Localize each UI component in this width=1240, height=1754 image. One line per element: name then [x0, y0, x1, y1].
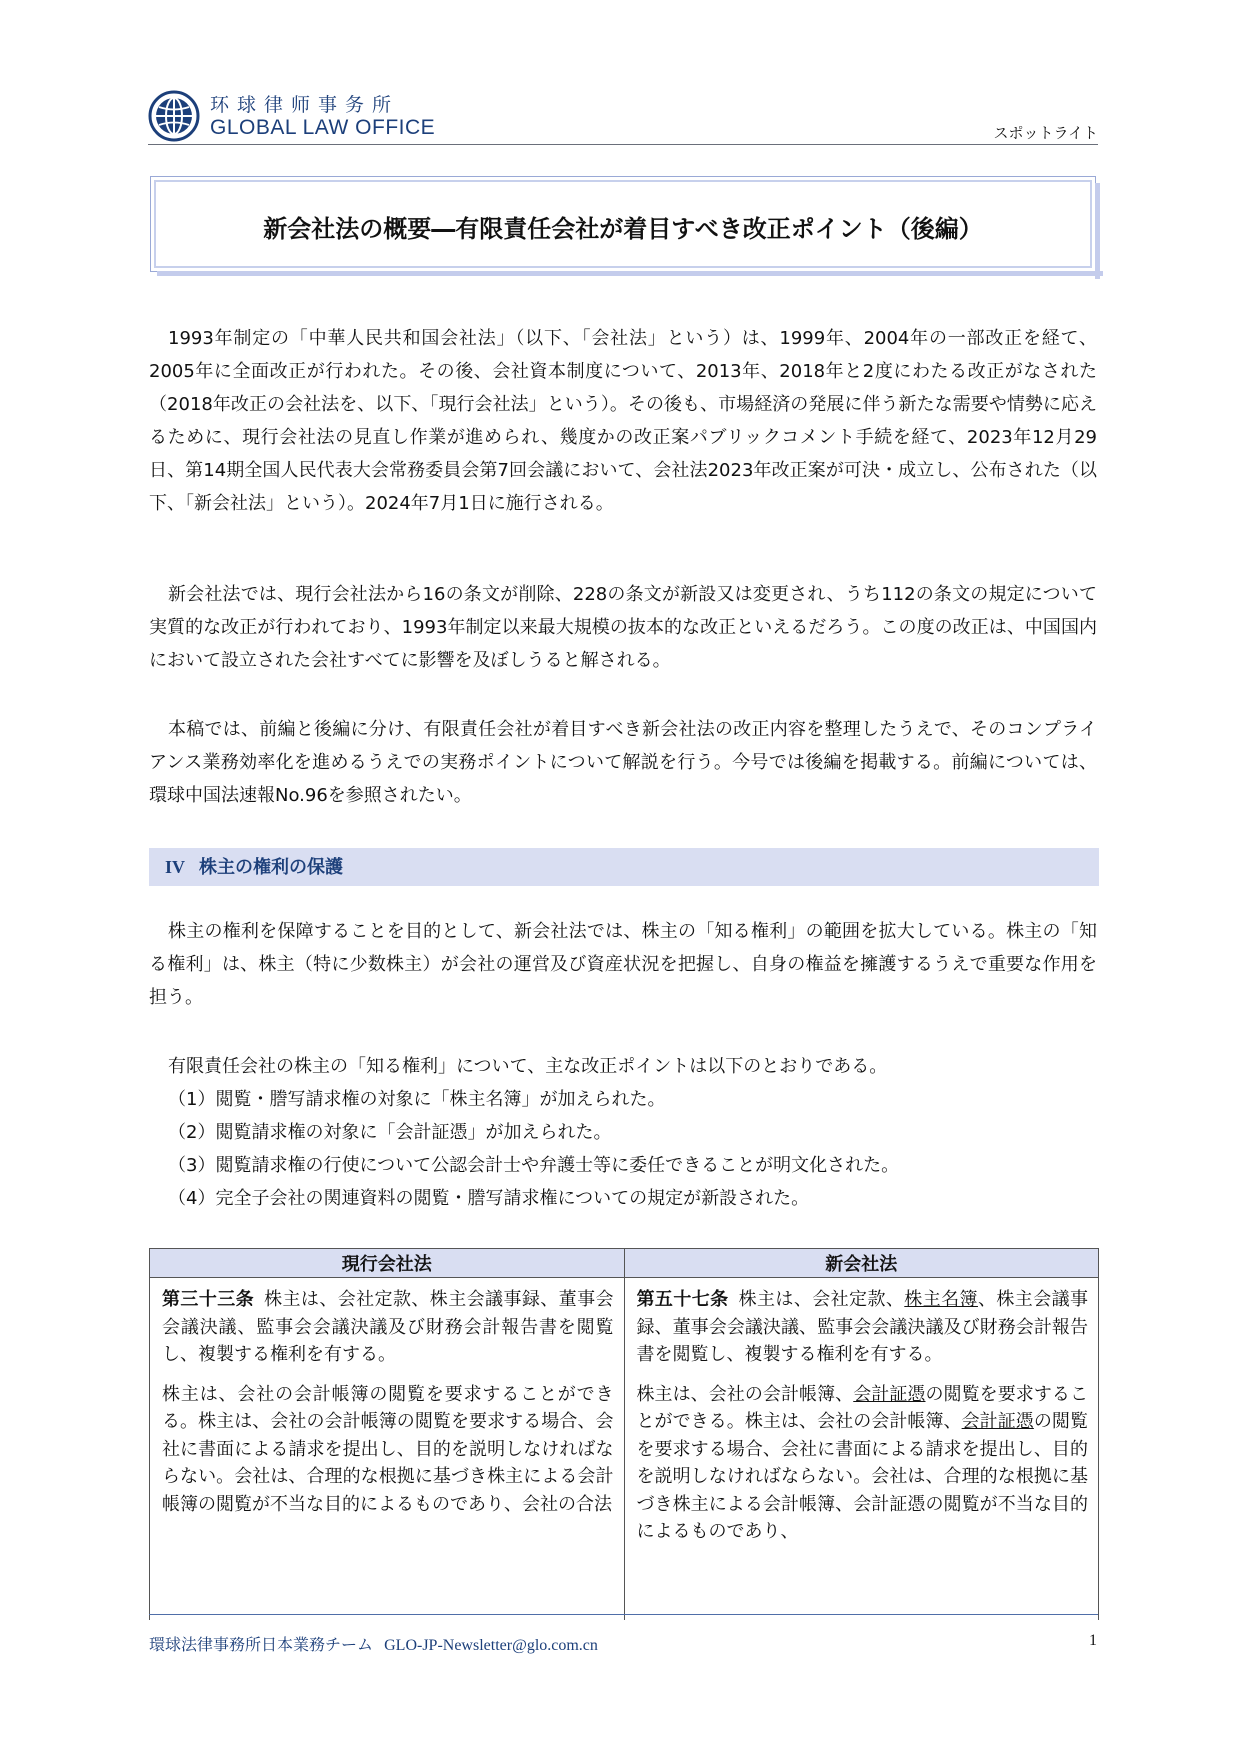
list-item: （2）閲覧請求権の対象に「会計証憑」が加えられた。 [168, 1122, 612, 1143]
list-item: （3）閲覧請求権の行使について公認会計士や弁護士等に委任できることが明文化された。 [168, 1155, 900, 1176]
globe-icon [148, 90, 200, 142]
footer-email[interactable]: GLO-JP-Newsletter@glo.com.cn [384, 1637, 598, 1654]
law-comparison-table [149, 1248, 1099, 1620]
list-item: （4）完全子会社の関連資料の閲覧・謄写請求権についての規定が新設された。 [168, 1188, 810, 1209]
title-box [150, 176, 1096, 272]
intro-paragraph-2: 新会社法では、現行会社法から16の条文が削除、228の条文が新設又は変更され、うち112の条文の規定について実質的な改正が行われており、1993年制定以来最大規模の抜本的な改正といえるだろう。この度の改正は、中国国内において設立された会社すべてに影響を及ぼしうると解される。 [149, 584, 1097, 671]
logo-english-name: GLOBAL LAW OFFICE [210, 116, 436, 139]
page-number: 1 [1089, 1632, 1097, 1649]
new-article-text-2b: の閲覧を要求することができる。株主は、会社の会計帳簿、 [636, 1383, 1088, 1432]
intro-paragraph-1: 1993年制定の「中華人民共和国会社法」（以下、「会社法」という）は、1999年、2004年の一部改正を経て、2005年に全面改正が行われた。その後、会社資本制度について、2013年、2018年と2度にわたる改正がなされた（2018年改正の会社法を、以下、「現行会社法」という）。その後も、市場経済の発展に伴う新たな需要や情勢に応えるために、現行会社法の見直し作業が進められ、幾度かの改正案パブリックコメント手続を経て、2023年12月29日、第14期全国人民代表大会常務委員会第7回会議において、会社法2023年改正案が可決・成立し、公布された（以下、「新会社法」という）。2024年7月1日に施行される。 [149, 328, 1097, 514]
new-article-text-2a: 株主は、会社の会計帳簿、 [636, 1383, 854, 1405]
points-intro: 有限責任会社の株主の「知る権利」について、主な改正ポイントは以下のとおりである。 [168, 1056, 888, 1077]
section-number: IV [165, 857, 186, 877]
new-article-text-1a: 株主は、会社定款、 [738, 1289, 905, 1310]
current-article-text-2: 株主は、会社の会計帳簿の閲覧を要求することができる。株主は、会社の会計帳簿の閲覧を要求する場合、会社に書面による請求を提出し、目的を説明しなければならない。会社は、合理的な根拠に基づき株主による会計帳簿の閲覧が不当な目的によるものであり、会社の合法 [162, 1383, 614, 1515]
new-article-text-1b: 、株主会議事録、董事会会議決議、監事会会議決議及び財務会計報告書を閲覧し、複製する権利を有する。 [636, 1289, 1088, 1365]
column-header-new-law: 新会社法 [624, 1249, 1099, 1278]
new-article-highlight-accounting-voucher: 会計証憑 [853, 1383, 926, 1405]
list-item: （1）閲覧・謄写請求権の対象に「株主名簿」が加えられた。 [168, 1089, 666, 1110]
table-row [150, 1278, 1099, 1621]
new-article-para-2 [637, 1381, 1089, 1546]
footer-credit [149, 1632, 598, 1655]
header-category-label: スポットライト [993, 124, 1098, 142]
table-header-row [150, 1249, 1099, 1278]
new-article-highlight-shareholder-register: 株主名簿 [904, 1289, 978, 1310]
current-law-cell [150, 1278, 625, 1621]
section-title: 株主の権利の保護 [199, 857, 344, 878]
column-header-current-law: 現行会社法 [150, 1249, 625, 1278]
new-article-text-2c: の閲覧を要求する場合、会社に書面による請求を提出し、目的を説明しなければならない。会社は、合理的な根拠に基づき株主による会計帳簿、会計証憑の閲覧が不当な目的によるものであり、 [636, 1411, 1088, 1542]
current-article-number: 第三十三条 [162, 1289, 255, 1310]
document-title: 新会社法の概要―有限責任会社が着目すべき改正ポイント（後編） [263, 215, 983, 243]
revision-points-list [168, 1050, 899, 1215]
intro-paragraph-3: 本稿では、前編と後編に分け、有限責任会社が着目すべき新会社法の改正内容を整理したうえで、そのコンプライアンス業務効率化を進めるうえでの実務ポイントについて解説を行う。今号では後編を掲載する。前編については、環球中国法速報No.96を参照されたい。 [149, 719, 1097, 806]
footer-team: 環球法律事務所日本業務チーム [149, 1635, 374, 1654]
header-divider [148, 144, 1098, 145]
new-law-cell [624, 1278, 1099, 1621]
current-article-para-1 [162, 1286, 614, 1369]
logo-chinese-name: 环球律师事务所 [210, 94, 400, 116]
new-article-highlight-accounting-voucher-2: 会計証憑 [961, 1411, 1034, 1432]
firm-logo [148, 88, 448, 148]
section-heading [149, 848, 1099, 886]
current-article-text-1: 株主は、会社定款、株主会議事録、董事会会議決議、監事会会議決議及び財務会計報告書を閲覧し、複製する権利を有する。 [162, 1289, 614, 1365]
new-article-para-1 [637, 1286, 1089, 1369]
section-paragraph: 株主の権利を保障することを目的として、新会社法では、株主の「知る権利」の範囲を拡大している。株主の「知る権利」は、株主（特に少数株主）が会社の運営及び資産状況を把握し、自身の権益を擁護するうえで重要な作用を担う。 [149, 921, 1097, 1008]
new-article-number: 第五十七条 [636, 1289, 729, 1310]
footer-divider [149, 1614, 1098, 1615]
